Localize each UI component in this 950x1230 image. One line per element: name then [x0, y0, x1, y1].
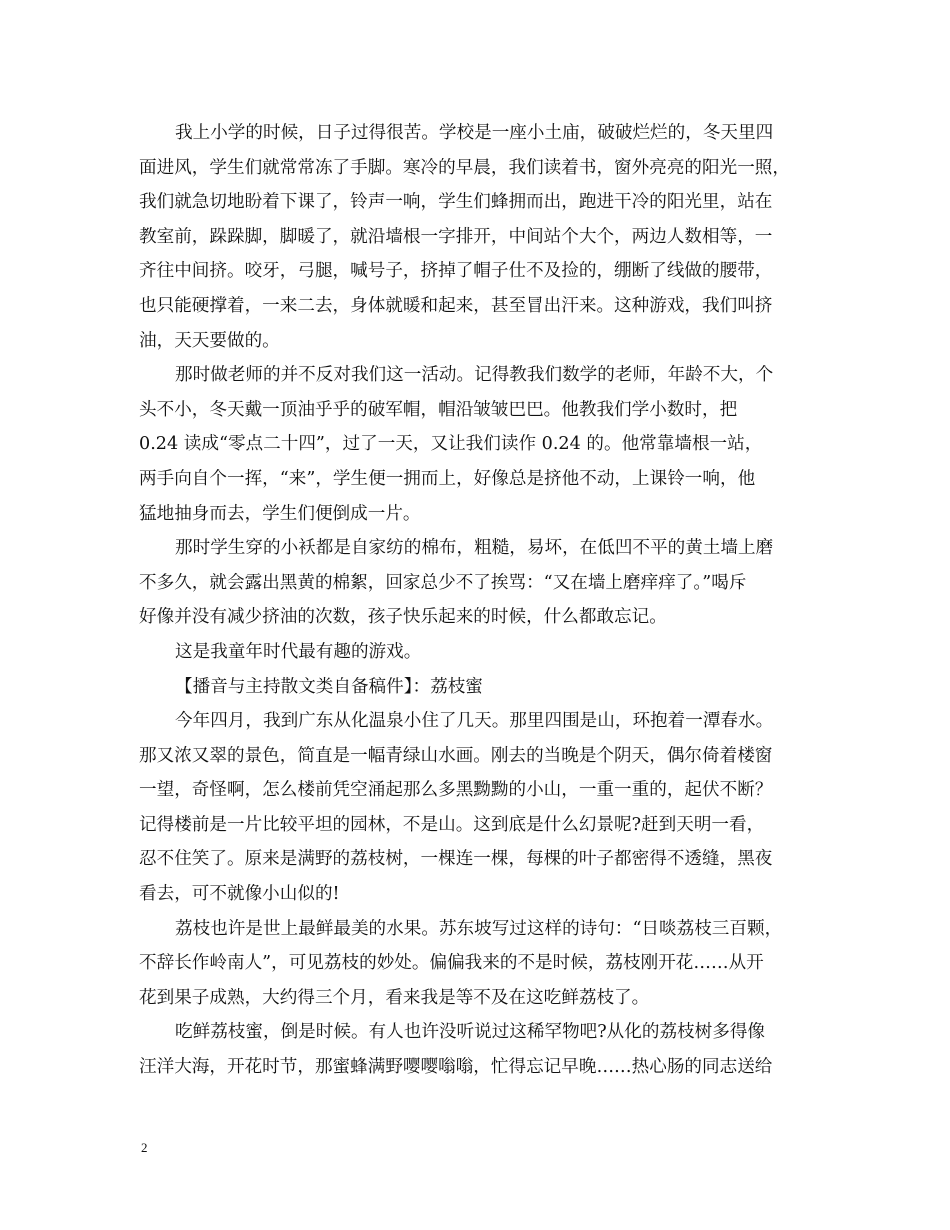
text-line: 忍不住笑了。原来是满野的荔枝树，一棵连一棵，每棵的叶子都密得不透缝，黑夜 [139, 849, 773, 870]
text-line: 看去，可不就像小山似的! [139, 884, 340, 905]
document-body [139, 116, 819, 1085]
text-line: 不辞长作岭南人”，可见荔枝的妙处。偏偏我来的不是时候，荔枝刚开花……从开 [139, 953, 764, 974]
text-line: 齐往中间挤。咬牙，弓腿，喊号子，挤掉了帽子仕不及捡的，绷断了线做的腰带， [139, 261, 773, 282]
paragraph-first-line: 今年四月，我到广东从化温泉小住了几天。那里四围是山，环抱着一潭春水。 [175, 711, 774, 732]
text-line: 两手向自个一挥，“来”，学生便一拥而上，好像总是挤他不动，上课铃一响，他 [139, 468, 756, 489]
paragraph-first-line: 这是我童年时代最有趣的游戏。 [175, 641, 422, 662]
text-line: 不多久，就会露出黑黄的棉絮，回家总少不了挨骂：“又在墙上磨痒痒了。”喝斥 [139, 572, 747, 593]
paragraph-first-line: 那时做老师的并不反对我们这一活动。记得教我们数学的老师，年龄不大，个 [175, 365, 774, 386]
text-line: 那又浓又翠的景色，简直是一幅青绿山水画。刚去的当晚是个阴天，偶尔倚着楼窗 [139, 745, 773, 766]
text-line: 花到果子成熟，大约得三个月，看来我是等不及在这吃鲜荔枝了。 [139, 987, 650, 1008]
text-line: 油，天天要做的。 [139, 330, 280, 351]
text-line: 汪洋大海，开花时节，那蜜蜂满野嘤嘤嗡嗡，忙得忘记早晚……热心肠的同志送给 [139, 1057, 773, 1078]
text-line: 0.24 读成“零点二十四”，过了一天，又让我们读作 0.24 的。他常靠墙根一站， [139, 434, 763, 455]
text-line: 也只能硬撑着，一来二去，身体就暖和起来，甚至冒出汗来。这种游戏，我们叫挤 [139, 295, 773, 316]
text-line: 好像并没有减少挤油的次数，孩子快乐起来的时候，什么都敢忘记。 [139, 607, 667, 628]
text-line: 我们就急切地盼着下课了，铃声一响，学生们蜂拥而出，跑进干冷的阳光里，站在 [139, 192, 773, 213]
text-line: 猛地抽身而去，学生们便倒成一片。 [139, 503, 421, 524]
text-line: 记得楼前是一片比较平坦的园林，不是山。这到底是什么幻景呢?赶到天明一看， [139, 814, 765, 835]
paragraph-first-line: 我上小学的时候，日子过得很苦。学校是一座小土庙，破破烂烂的，冬天里四 [175, 123, 774, 143]
page-number: 2 [141, 1140, 148, 1155]
text-line: 一望，奇怪啊，怎么楼前凭空涌起那么多黑黝黝的小山，一重一重的，起伏不断？ [139, 780, 773, 801]
text-line: 头不小，冬天戴一顶油乎乎的破军帽，帽沿皱皱巴巴。他教我们学小数时，把 [139, 399, 738, 420]
paragraph-first-line: 吃鲜荔枝蜜，倒是时候。有人也许没听说过这稀罕物吧?从化的荔枝树多得像 [175, 1022, 766, 1043]
text-line: 面进风，学生们就常常冻了手脚。寒冷的早晨，我们读着书，窗外亮亮的阳光一照， [139, 157, 790, 178]
paragraph-first-line: 荔枝也许是世上最鲜最美的水果。苏东坡写过这样的诗句：“日啖荔枝三百颗， [175, 918, 783, 939]
paragraph-first-line: 那时学生穿的小袄都是自家纺的棉布，粗糙，易坏，在低凹不平的黄土墙上磨 [175, 538, 774, 559]
paragraph-first-line: 【播音与主持散文类自备稿件】：荔枝蜜 [175, 676, 483, 697]
text-line: 教室前，跺跺脚，脚暖了，就沿墙根一字排开，中间站个大个，两边人数相等，一 [139, 226, 773, 247]
